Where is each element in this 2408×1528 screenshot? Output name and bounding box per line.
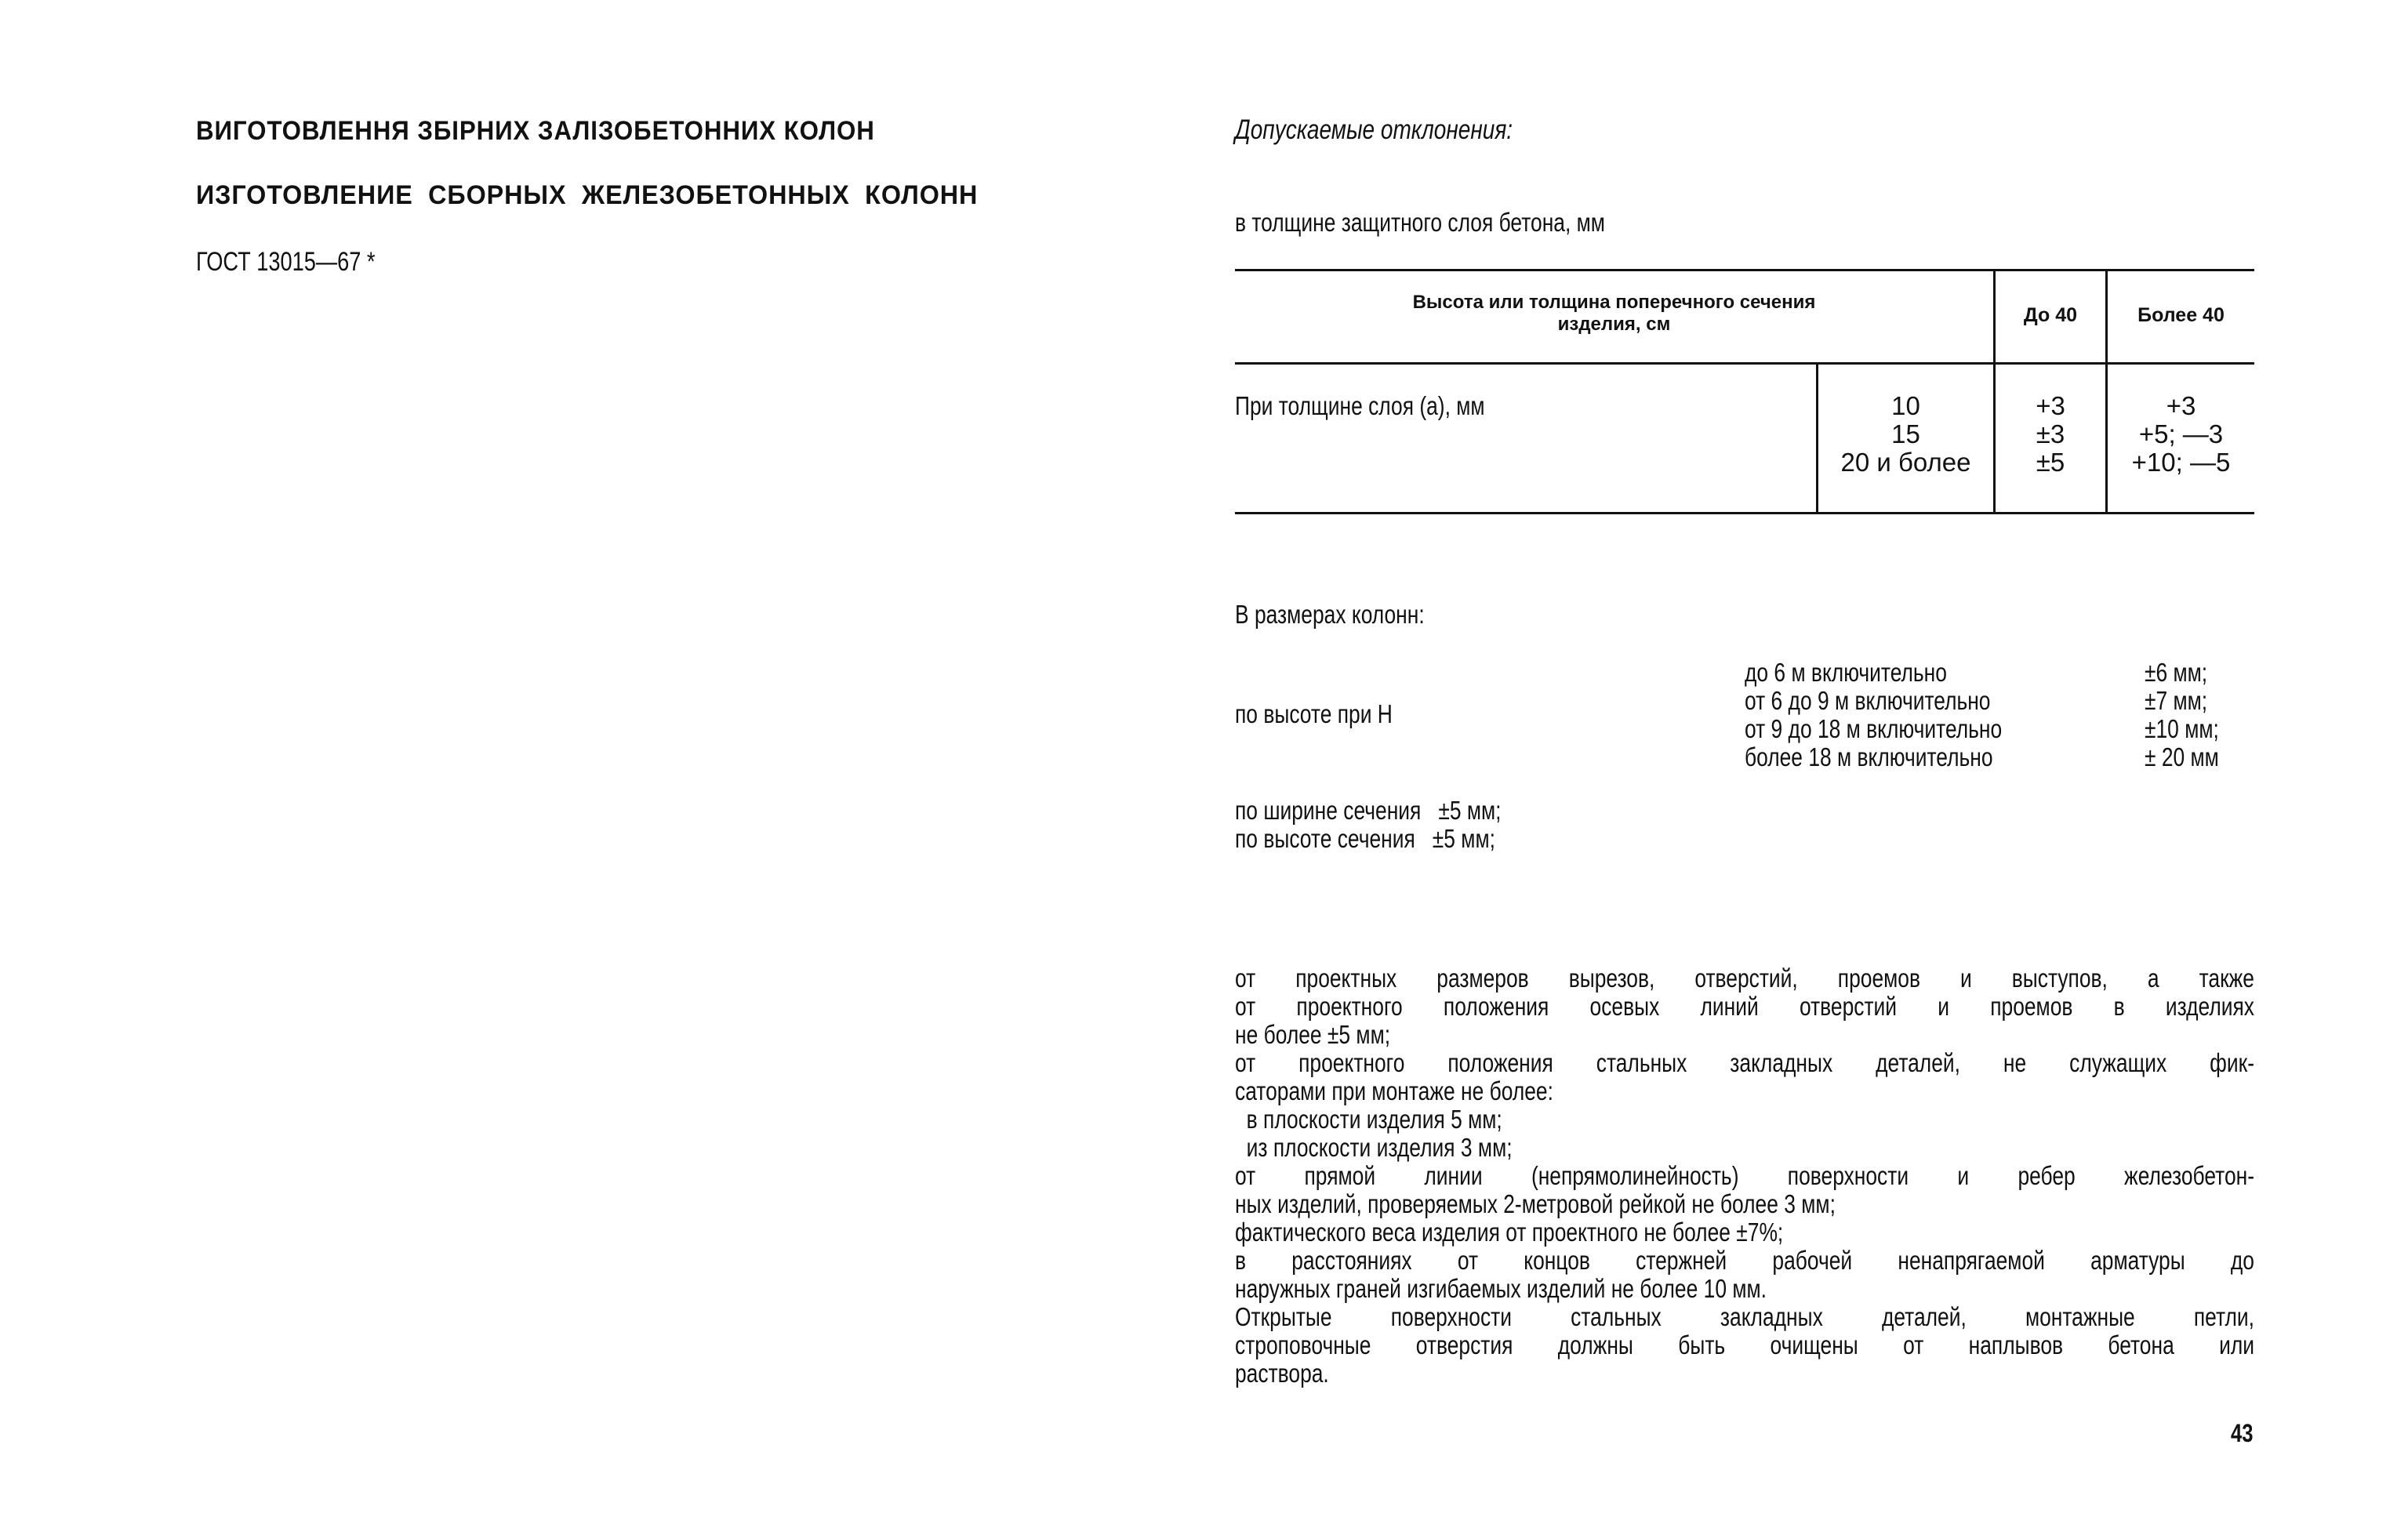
height-label: по высоте при H <box>1235 699 1393 728</box>
table-header-upto40: До 40 <box>2023 304 2078 326</box>
section-height-tolerance: по высоте сечения ±5 мм; <box>1235 824 1495 853</box>
paragraph-line: не более ±5 мм; <box>1235 1020 1391 1049</box>
standard-number: ГОСТ 13015—67 * <box>196 247 376 277</box>
range-tolerance: ± 20 мм <box>2145 742 2219 771</box>
cell: +5; —3 <box>2138 419 2224 448</box>
paragraph-line: из плоскости изделия 3 мм; <box>1235 1133 1513 1162</box>
over40-column <box>2108 392 2254 477</box>
cell: +3 <box>2036 391 2065 420</box>
paragraph-line: раствора. <box>1235 1359 1329 1388</box>
range-tolerance: ±10 мм; <box>2145 714 2219 743</box>
cell: ±5 <box>2036 448 2065 477</box>
paragraph-line: саторами при монтаже не более: <box>1235 1076 1553 1105</box>
page-number: 43 <box>2231 1419 2254 1447</box>
range-text: от 9 до 18 м включительно <box>1745 714 2003 743</box>
cell: +10; —5 <box>2131 448 2231 477</box>
table-header-main <box>1235 292 1993 336</box>
header-line: Высота или толщина поперечного сечения <box>1412 292 1816 313</box>
table-bottom-rule <box>1235 512 2254 514</box>
paragraph-line: наружных граней изгибаемых изделий не более 10 мм. <box>1235 1274 1767 1303</box>
range-tolerance: ±6 мм; <box>2145 658 2208 687</box>
title-russian: ИЗГОТОВЛЕНИЕ СБОРНЫХ ЖЕЛЕЗОБЕТОННЫХ КОЛОНН <box>196 180 979 210</box>
paragraph-line: от проектных размеров вырезов, отверстий, проемов и выступов, а также <box>1235 964 2254 993</box>
table-top-rule <box>1235 269 2254 271</box>
table-header-over40: Более 40 <box>2137 304 2225 326</box>
row-label: При толщине слоя (а), мм <box>1235 391 1485 420</box>
cell: ±3 <box>2036 419 2065 448</box>
paragraph-line: Открытые поверхности стальных закладных деталей, монтажные петли, <box>1235 1302 2254 1331</box>
paragraph-line: от проектного положения осевых линий отверстий и проемов в изделиях <box>1235 992 2254 1021</box>
section-heading: Допускаемые отклонения: <box>1235 114 1513 145</box>
upto40-column <box>1996 392 2105 477</box>
paragraph-line: фактического веса изделия от проектного не более ±7%; <box>1235 1218 1784 1247</box>
sizes-heading: В размерах колонн: <box>1235 600 1425 629</box>
range-text: более 18 м включительно <box>1745 742 1993 771</box>
title-ukrainian: ВИГОТОВЛЕННЯ ЗБІРНИХ ЗАЛІЗОБЕТОННИХ КОЛОН <box>196 116 875 146</box>
paragraph-line: в плоскости изделия 5 мм; <box>1235 1105 1502 1134</box>
range-text: до 6 м включительно <box>1745 658 1947 687</box>
paragraph-line: от проектного положения стальных закладных деталей, не служащих фик- <box>1235 1048 2254 1077</box>
table-caption: в толщине защитного слоя бетона, мм <box>1235 208 1605 237</box>
cell: +3 <box>2166 391 2196 420</box>
cell: 10 <box>1891 391 1920 420</box>
cell: 20 и более <box>1840 448 1971 477</box>
section-width-tolerance: по ширине сечения ±5 мм; <box>1235 796 1502 825</box>
table-header-rule <box>1235 362 2254 365</box>
header-line: изделия, см <box>1557 314 1671 335</box>
thickness-column <box>1818 392 1993 477</box>
range-tolerance: ±7 мм; <box>2145 686 2208 715</box>
paragraph-line: строповочные отверстия должны быть очищены от наплывов бетона или <box>1235 1330 2254 1359</box>
paragraph-line: ных изделий, проверяемых 2-метровой рейкой не более 3 мм; <box>1235 1189 1836 1218</box>
range-text: от 6 до 9 м включительно <box>1745 686 1991 715</box>
paragraph-line: в расстояниях от концов стержней рабочей ненапрягаемой арматуры до <box>1235 1246 2254 1275</box>
paragraph-line: от прямой линии (непрямолинейность) поверхности и ребер железобетон- <box>1235 1161 2254 1190</box>
cell: 15 <box>1891 419 1920 448</box>
